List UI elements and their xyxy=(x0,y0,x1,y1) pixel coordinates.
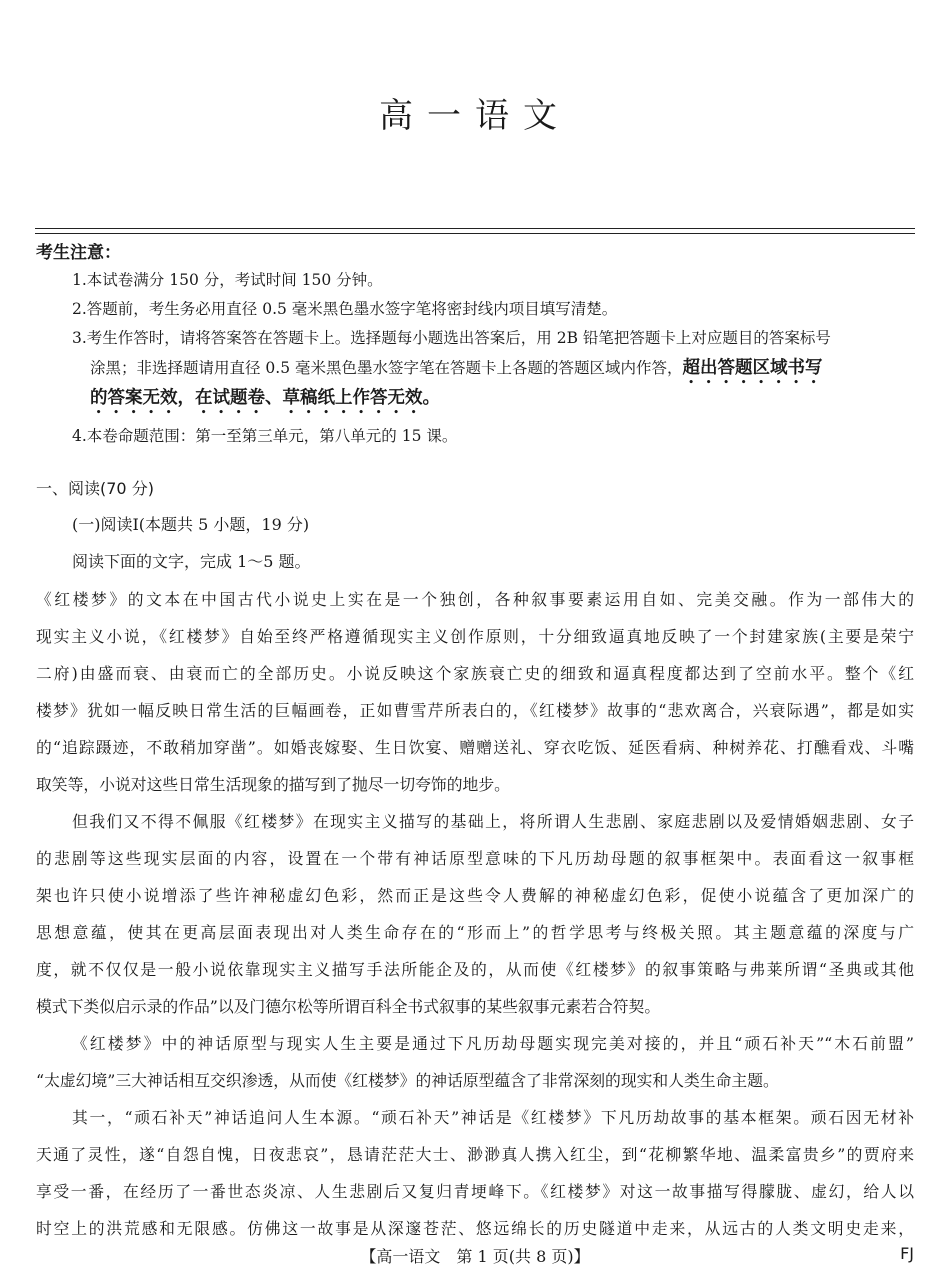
notice-item-3-emphasis: 超出答题区域书写 xyxy=(682,358,823,378)
passage-line: 但我们又不得不佩服《红楼梦》在现实主义描写的基础上，将所谓人生悲剧、家庭悲剧以及爱情婚姻悲剧、女子 xyxy=(72,812,914,831)
notice-item-1: 1.本试卷满分 150 分，考试时间 150 分钟。 xyxy=(72,271,383,289)
notice-item-2: 2.答题前，考生务必用直径 0.5 毫米黑色墨水签字笔将密封线内项目填写清楚。 xyxy=(72,300,618,318)
passage-line: 时空上的洪荒感和无限感。仿佛这一故事是从深邃苍茫、悠远绵长的历史隧道中走来，从远古的人类文明史走来， xyxy=(36,1219,914,1238)
notice-item-3-line-1: 3.考生作答时，请将答案答在答题卡上。选择题每小题选出答案后，用 2B 铅笔把答题卡上对应题目的答案标号 xyxy=(72,329,831,347)
section-title: 一、阅读(70 分) xyxy=(36,479,154,498)
passage-line: “太虚幻境”三大神话相互交织渗透，从而使《红楼梦》的神话原型蕴含了非常深刻的现实和人类生命主题。 xyxy=(36,1071,779,1090)
section-subtitle: (一)阅读Ⅰ(本题共 5 小题，19 分) xyxy=(72,515,310,534)
passage-line: 度，就不仅仅是一般小说依靠现实主义描写手法所能企及的，从而使《红楼梦》的叙事策略与弗莱所谓“圣典或其他 xyxy=(36,960,914,979)
passage-line: 思想意蕴，使其在更高层面表现出对人类生命存在的“形而上”的哲学思考与终极关照。其主题意蕴的深度与广 xyxy=(36,923,914,942)
notice-item-3-line-2 xyxy=(90,354,935,388)
section-instruction: 阅读下面的文字，完成 1～5 题。 xyxy=(72,552,311,571)
passage-line: 的悲剧等这些现实层面的内容，设置在一个带有神话原型意味的下凡历劫母题的叙事框架中。表面看这一叙事框 xyxy=(36,849,914,868)
passage-line: 取笑等，小说对这些日常生活现象的描写到了抛尽一切夸饰的地步。 xyxy=(36,775,510,794)
notice-item-3-emphasis-2: 的答案无效，在试题卷、草稿纸上作答无效。 xyxy=(90,388,440,408)
notice-item-4: 4.本卷命题范围：第一至第三单元，第八单元的 15 课。 xyxy=(72,427,458,445)
header-rule-thin xyxy=(35,233,915,234)
notice-item-3-line-3 xyxy=(90,384,935,418)
passage-line: 二府)由盛而衰、由衰而亡的全部历史。小说反映这个家族衰亡史的细致和逼真程度都达到了空前水平。整个《红 xyxy=(36,664,914,683)
passage-line: 架也许只使小说增添了些许神秘虚幻色彩，然而正是这些令人费解的神秘虚幻色彩，促使小说蕴含了更加深广的 xyxy=(36,886,914,905)
notice-item-3-plain: 涂黑；非选择题请用直径 0.5 毫米黑色墨水签字笔在答题卡上各题的答题区域内作答， xyxy=(90,359,683,377)
passage-line: 模式下类似启示录的作品”以及门德尔松等所谓百科全书式叙事的某些叙事元素若合符契。 xyxy=(36,997,661,1016)
passage-line: 享受一番，在经历了一番世态炎凉、人生悲剧后又复归青埂峰下。《红楼梦》对这一故事描写得朦胧、虚幻，给人以 xyxy=(36,1182,914,1201)
passage-line: 的“追踪蹑迹，不敢稍加穿凿”。如婚丧嫁娶、生日饮宴、赠赠送礼、穿衣吃饭、延医看病、种树养花、打醮看戏、斗嘴 xyxy=(36,738,914,757)
passage-line: 《红楼梦》中的神话原型与现实人生主要是通过下凡历劫母题实现完美对接的，并且“顽石补天”“木石前盟” xyxy=(72,1034,914,1053)
notice-heading: 考生注意： xyxy=(36,243,121,263)
footer-code: FJ xyxy=(900,1244,914,1263)
passage-line: 天通了灵性，遂“自怨自愧，日夜悲哀”，恳请茫茫大士、渺渺真人携入红尘，到“花柳繁华地、温柔富贵乡”的贾府来 xyxy=(36,1145,914,1164)
passage-line: 《红楼梦》的文本在中国古代小说史上实在是一个独创，各种叙事要素运用自如、完美交融。作为一部伟大的 xyxy=(36,590,914,609)
page-title: 高一语文 xyxy=(379,96,571,136)
passage-line: 楼梦》犹如一幅反映日常生活的巨幅画卷，正如曹雪芹所表白的，《红楼梦》故事的“悲欢离合，兴衰际遇”，都是如实 xyxy=(36,701,914,720)
header-rule xyxy=(35,228,915,229)
passage-line: 其一，“顽石补天”神话追问人生本源。“顽石补天”神话是《红楼梦》下凡历劫故事的基本框架。顽石因无材补 xyxy=(72,1108,914,1127)
page-footer: 【高一语文 第 1 页(共 8 页)】 xyxy=(360,1247,590,1266)
passage-line: 现实主义小说，《红楼梦》自始至终严格遵循现实主义创作原则，十分细致逼真地反映了一个封建家族(主要是荣宁 xyxy=(36,627,914,646)
